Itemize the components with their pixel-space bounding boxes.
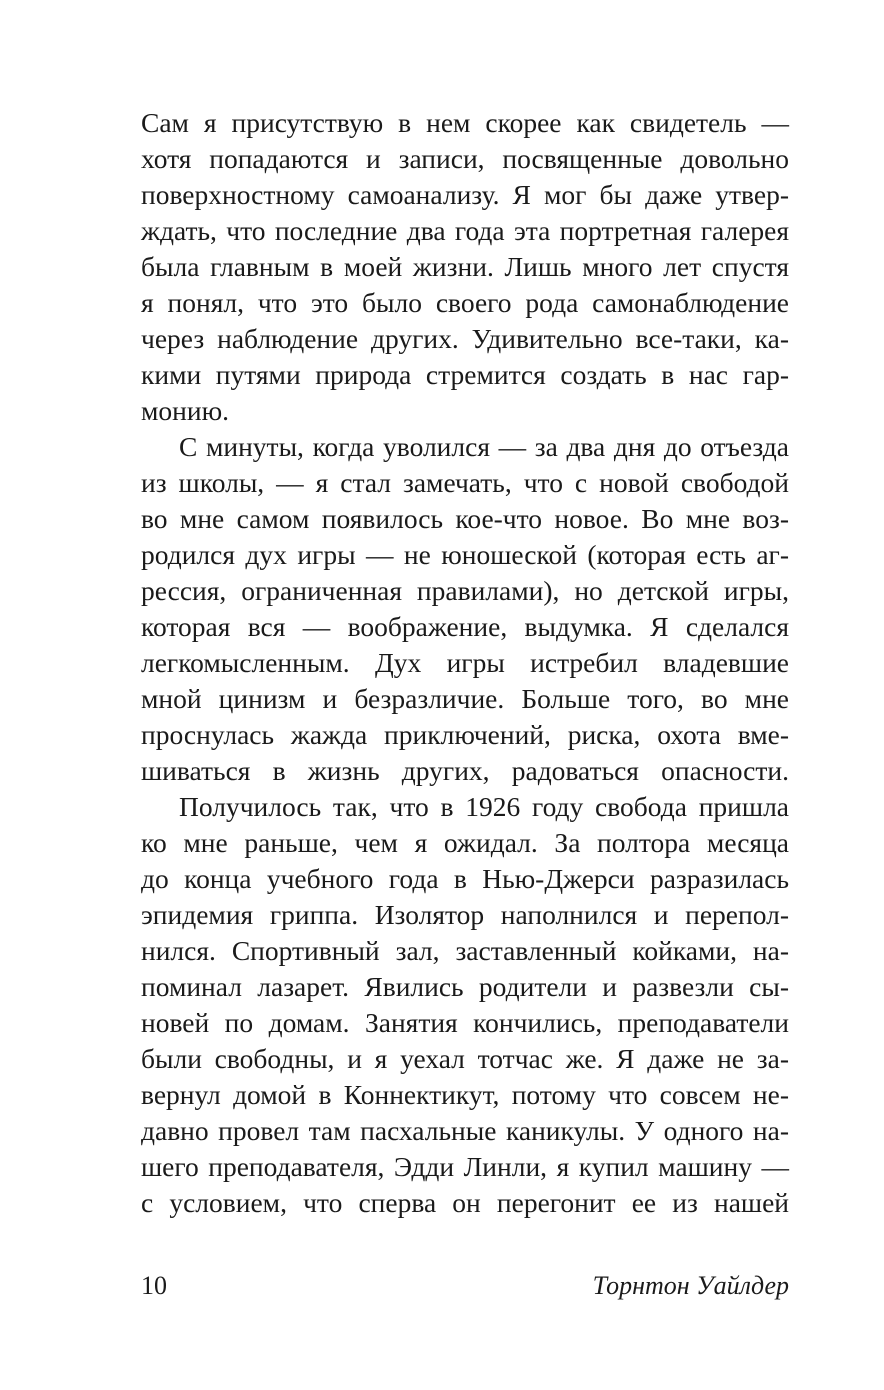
paragraph: [141, 429, 789, 789]
text-line: поверхностному самоанализу. Я мог бы даже утвер-: [141, 179, 789, 210]
text-line: ко мне раньше, чем я ожидал. За полтора месяца: [141, 827, 789, 858]
text-line: кими путями природа стремится создать в нас гар-: [141, 359, 789, 390]
paragraph: [141, 789, 789, 1221]
text-line: шего преподавателя, Эдди Линли, я купил машину —: [141, 1151, 789, 1182]
text-line: которая вся — воображение, выдумка. Я сделался: [141, 611, 789, 642]
page-number: 10: [141, 1271, 167, 1300]
text-line: С минуты, когда уволился — за два дня до отъезда: [179, 431, 789, 462]
text-line: проснулась жажда приключений, риска, охота вме-: [141, 719, 789, 750]
text-line: легкомысленным. Дух игры истребил владевшие: [141, 647, 789, 678]
page-footer: [141, 1268, 789, 1304]
text-line: Сам я присутствую в нем скорее как свидетель —: [141, 107, 789, 138]
text-line: хотя попадаются и записи, посвященные довольно: [141, 143, 789, 174]
text-line: с условием, что сперва он перегонит ее из нашей: [141, 1187, 789, 1218]
text-line: родился дух игры — не юношеской (которая есть аг-: [141, 539, 789, 570]
text-line: была главным в моей жизни. Лишь много лет спустя: [141, 251, 789, 282]
running-head: Торнтон Уайлдер: [592, 1271, 789, 1300]
body-text: [141, 105, 789, 1221]
text-line: поминал лазарет. Явились родители и развезли сы-: [141, 971, 789, 1002]
text-line: ждать, что последние два года эта портретная галерея: [141, 215, 789, 246]
paragraph: [141, 105, 789, 429]
text-line: до конца учебного года в Нью-Джерси разразилась: [141, 863, 789, 894]
text-line: во мне самом появилось кое-что новое. Во мне воз-: [141, 503, 789, 534]
text-line: Получилось так, что в 1926 году свобода пришла: [179, 791, 789, 822]
text-line: были свободны, и я уехал тотчас же. Я даже не за-: [141, 1043, 789, 1074]
text-line: я понял, что это было своего рода самонаблюдение: [141, 287, 789, 318]
text-line: через наблюдение других. Удивительно все-таки, ка-: [141, 323, 789, 354]
text-line: нился. Спортивный зал, заставленный койками, на-: [141, 935, 789, 966]
text-line: мной цинизм и безразличие. Больше того, во мне: [141, 683, 789, 714]
text-line: новей по домам. Занятия кончились, преподаватели: [141, 1007, 789, 1038]
text-line: вернул домой в Коннектикут, потому что совсем не-: [141, 1079, 789, 1110]
text-line: давно провел там пасхальные каникулы. У одного на-: [141, 1115, 789, 1146]
text-line: рессия, ограниченная правилами), но детской игры,: [141, 575, 789, 606]
text-line: монию.: [141, 395, 230, 426]
text-line: эпидемия гриппа. Изолятор наполнился и перепол-: [141, 899, 789, 930]
text-line: из школы, — я стал замечать, что с новой свободой: [141, 467, 789, 498]
text-line: шиваться в жизнь других, радоваться опасности.: [141, 755, 789, 786]
